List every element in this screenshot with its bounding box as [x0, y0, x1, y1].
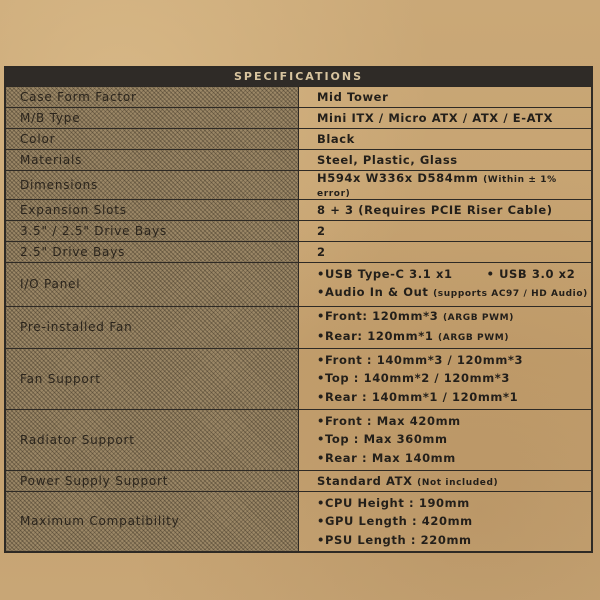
- row-value: Steel, Plastic, Glass: [299, 149, 593, 170]
- row-value: Mini ITX / Micro ATX / ATX / E-ATX: [299, 107, 593, 128]
- value-line: [317, 307, 591, 328]
- row-note: (supports AC97 / HD Audio): [433, 289, 588, 299]
- table-row: [5, 470, 592, 491]
- row-note: (ARGB PWM): [442, 312, 514, 323]
- row-value: 2: [299, 220, 593, 241]
- value-line: •CPU Height : 190mm: [317, 495, 470, 510]
- table-row: [5, 170, 592, 199]
- row-value-cell: [299, 409, 593, 470]
- table-row: [5, 199, 592, 220]
- table-row: [5, 86, 592, 107]
- value-line: •Front : 140mm*3 / 120mm*3: [317, 352, 524, 367]
- row-note: (Within ± 1% error): [317, 174, 557, 199]
- row-value: H594x W336x D584mm: [317, 170, 479, 185]
- row-label: Maximum Compatibility: [5, 491, 299, 552]
- front-fan-spec: •Front: 120mm*3: [317, 308, 439, 323]
- row-note: (ARGB PWM): [438, 333, 510, 343]
- row-label: Power Supply Support: [5, 470, 299, 491]
- value-line: •Top : Max 360mm: [317, 432, 448, 447]
- value-line: •GPU Length : 420mm: [317, 514, 473, 528]
- row-label: Color: [5, 128, 299, 149]
- table-row: [5, 220, 592, 241]
- row-label: Dimensions: [5, 170, 299, 199]
- row-value-cell: [299, 262, 593, 306]
- row-label: Expansion Slots: [5, 199, 299, 220]
- row-value-cell: [299, 491, 593, 552]
- row-value-cell: [299, 470, 593, 491]
- value-line: •PSU Length : 220mm: [317, 532, 472, 547]
- row-label: Materials: [5, 149, 299, 170]
- specifications-table: [4, 66, 593, 553]
- usb-type-c-spec: •USB Type-C 3.1 x1: [317, 266, 453, 281]
- row-note: (Not included): [417, 477, 499, 488]
- table-title: SPECIFICATIONS: [5, 67, 592, 86]
- value-line: [317, 265, 591, 284]
- value-line: [317, 283, 591, 304]
- audio-spec: •Audio In & Out: [317, 285, 429, 299]
- row-label: M/B Type: [5, 107, 299, 128]
- row-label: I/O Panel: [5, 262, 299, 306]
- row-value: 8 + 3 (Requires PCIE Riser Cable): [299, 199, 593, 220]
- table-row: [5, 149, 592, 170]
- table-row: [5, 128, 592, 149]
- table-row: [5, 409, 592, 470]
- row-label: 2.5" Drive Bays: [5, 241, 299, 262]
- table-row: [5, 348, 592, 409]
- row-value: Standard ATX: [317, 473, 413, 488]
- row-label: Fan Support: [5, 348, 299, 409]
- table-row: [5, 241, 592, 262]
- value-line: •Front : Max 420mm: [317, 413, 461, 428]
- rear-fan-spec: •Rear: 120mm*1: [317, 329, 434, 343]
- table-row: [5, 107, 592, 128]
- row-value-cell: [299, 348, 593, 409]
- row-value-cell: [299, 306, 593, 348]
- value-line: [317, 327, 591, 348]
- row-label: 3.5" / 2.5" Drive Bays: [5, 220, 299, 241]
- table-row: [5, 491, 592, 552]
- row-value: Mid Tower: [299, 86, 593, 107]
- table-row: [5, 306, 592, 348]
- row-value: Black: [299, 128, 593, 149]
- row-label: Radiator Support: [5, 409, 299, 470]
- table-row: [5, 262, 592, 306]
- row-label: Pre-installed Fan: [5, 306, 299, 348]
- value-line: •Top : 140mm*2 / 120mm*3: [317, 371, 510, 386]
- row-value: 2: [299, 241, 593, 262]
- row-label: Case Form Factor: [5, 86, 299, 107]
- row-value-cell: [299, 170, 593, 199]
- value-line: •Rear : Max 140mm: [317, 450, 456, 465]
- value-line: •Rear : 140mm*1 / 120mm*1: [317, 389, 519, 404]
- usb-3-spec: • USB 3.0 x2: [486, 266, 576, 281]
